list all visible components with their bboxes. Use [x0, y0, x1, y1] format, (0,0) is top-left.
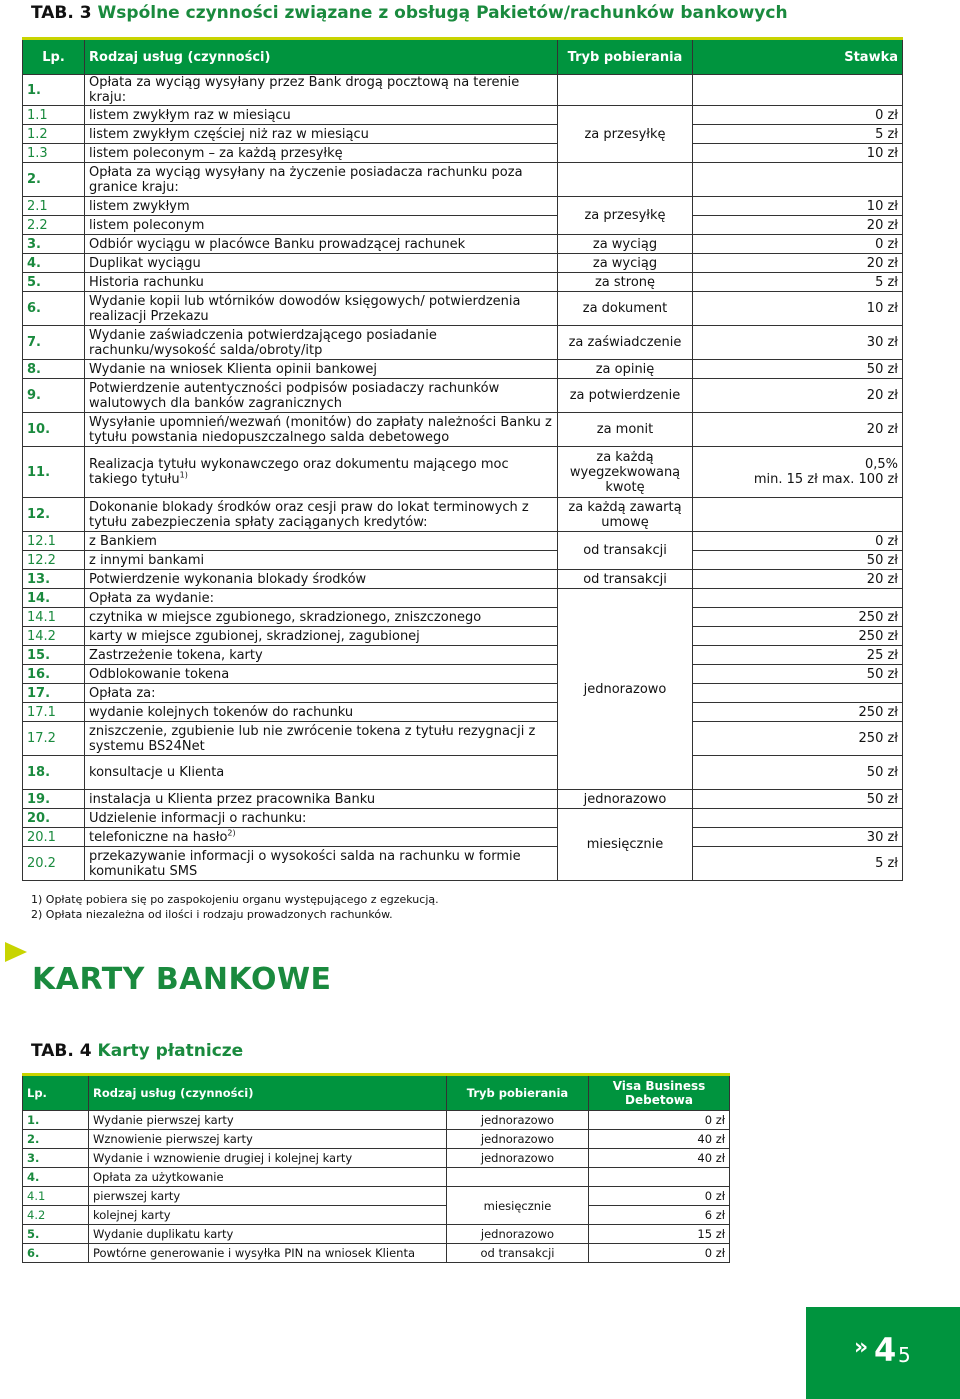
chevron-right-icon: »: [854, 1335, 869, 1360]
row-usluga: Opłata za wyciąg wysyłany przez Bank drogą pocztową na terenie kraju:: [85, 75, 558, 106]
row-usluga: Potwierdzenie wykonania blokady środków: [85, 570, 558, 589]
row-usluga: instalacja u Klienta przez pracownika Banku: [85, 790, 558, 809]
tab4-title: [31, 1041, 243, 1061]
row-lp: 17.1: [23, 703, 85, 722]
row-lp: 2.: [23, 163, 85, 197]
table-row: [23, 1225, 730, 1244]
row-tryb: za stronę: [558, 273, 693, 292]
row-stawka: 20 zł: [693, 570, 903, 589]
table-row: [23, 498, 903, 532]
row-lp: 17.: [23, 684, 85, 703]
row-lp: 14.: [23, 589, 85, 608]
table-row: [23, 532, 903, 551]
row-stawka: 30 zł: [693, 828, 903, 847]
row-usluga: listem poleconym – za każdą przesyłkę: [85, 144, 558, 163]
row-tryb: od transakcji: [558, 532, 693, 570]
page-number-box: [806, 1307, 960, 1399]
row-stawka: 10 zł: [693, 292, 903, 326]
row-lp: 4.2: [23, 1206, 89, 1225]
table-row: [23, 1206, 730, 1225]
row-usluga: Potwierdzenie autentyczności podpisów posiadaczy rachunków walutowych dla banków zagranicznych: [85, 379, 558, 413]
row-usluga: z Bankiem: [85, 532, 558, 551]
row-lp: 18.: [23, 756, 85, 790]
table-row: [23, 551, 903, 570]
row-lp: 6.: [23, 1244, 89, 1263]
row-usluga: listem poleconym: [85, 216, 558, 235]
tab3-label: TAB. 3: [31, 3, 92, 23]
table-row: [23, 589, 903, 608]
row-stawka: 40 zł: [589, 1130, 730, 1149]
row-lp: 10.: [23, 413, 85, 447]
row-tryb: za monit: [558, 413, 693, 447]
row-usluga: listem zwykłym: [85, 197, 558, 216]
row-usluga: Opłata za wyciąg wysyłany na życzenie posiadacza rachunku poza granice kraju:: [85, 163, 558, 197]
row-usluga: Wysyłanie upomnień/wezwań (monitów) do zapłaty należności Banku z tytułu powstania niedopuszczalnego salda debetowego: [85, 413, 558, 447]
row-usluga: Dokonanie blokady środków oraz cesji praw do lokat terminowych z tytułu zabezpieczenia spłaty zaciąganych kredytów:: [85, 498, 558, 532]
row-usluga: listem zwykłym raz w miesiącu: [85, 106, 558, 125]
row-stawka: 250 zł: [693, 608, 903, 627]
row-usluga: z innymi bankami: [85, 551, 558, 570]
row-usluga: listem zwykłym częściej niż raz w miesiącu: [85, 125, 558, 144]
row-stawka: [693, 163, 903, 197]
header-tryb: Tryb pobierania: [447, 1075, 589, 1111]
row-lp: 4.: [23, 254, 85, 273]
row-lp: 14.2: [23, 627, 85, 646]
row-stawka: [693, 498, 903, 532]
row-stawka: 20 zł: [693, 254, 903, 273]
row-stawka: 0 zł: [589, 1187, 730, 1206]
row-usluga: Historia rachunku: [85, 273, 558, 292]
table-row: [23, 1187, 730, 1206]
row-usluga: pierwszej karty: [89, 1187, 447, 1206]
footnote-2: 2) Opłata niezależna od ilości i rodzaju prowadzonych rachunków.: [31, 908, 393, 921]
row-usluga: Powtórne generowanie i wysyłka PIN na wniosek Klienta: [89, 1244, 447, 1263]
header-usluga: Rodzaj usług (czynności): [85, 39, 558, 75]
row-stawka: 30 zł: [693, 326, 903, 360]
row-lp: 12.: [23, 498, 85, 532]
row-usluga: [85, 828, 558, 847]
row-stawka: 20 zł: [693, 216, 903, 235]
row-tryb: jednorazowo: [447, 1225, 589, 1244]
table-row: [23, 447, 903, 498]
header-usluga: Rodzaj usług (czynności): [89, 1075, 447, 1111]
table-row: [23, 665, 903, 684]
row-stawka: [693, 75, 903, 106]
table-row: [23, 235, 903, 254]
table-row: [23, 292, 903, 326]
table-row: [23, 326, 903, 360]
row-stawka: 40 zł: [589, 1149, 730, 1168]
table-header-row: [23, 39, 903, 75]
row-lp: 1.3: [23, 144, 85, 163]
row-tryb: [558, 75, 693, 106]
table-row: [23, 570, 903, 589]
table-header-row: [23, 1075, 730, 1111]
row-stawka: 15 zł: [589, 1225, 730, 1244]
table-row: [23, 809, 903, 828]
row-usluga: Udzielenie informacji o rachunku:: [85, 809, 558, 828]
table-row: [23, 756, 903, 790]
section-arrow-icon: [5, 942, 27, 962]
table-row: [23, 703, 903, 722]
row-usluga: Duplikat wyciągu: [85, 254, 558, 273]
page-number: 4: [874, 1331, 897, 1369]
row-lp: 2.2: [23, 216, 85, 235]
row-stawka: 50 zł: [693, 790, 903, 809]
row-lp: 1.2: [23, 125, 85, 144]
row-tryb: jednorazowo: [447, 1149, 589, 1168]
row-stawka: 10 zł: [693, 197, 903, 216]
row-lp: 5.: [23, 273, 85, 292]
footnote-ref: 2): [227, 828, 236, 838]
section-title: KARTY BANKOWE: [32, 962, 332, 997]
row-lp: 19.: [23, 790, 85, 809]
row-stawka: 50 zł: [693, 360, 903, 379]
tab3-title-text: Wspólne czynności związane z obsługą Pakietów/rachunków bankowych: [97, 3, 788, 23]
row-tryb: od transakcji: [447, 1244, 589, 1263]
row-stawka: [693, 809, 903, 828]
table-row: [23, 1244, 730, 1263]
row-tryb: za wyciąg: [558, 254, 693, 273]
row-lp: 12.1: [23, 532, 85, 551]
row-stawka: 50 zł: [693, 551, 903, 570]
row-usluga-text: telefoniczne na hasło: [89, 829, 228, 845]
row-stawka: 20 zł: [693, 413, 903, 447]
table-row: [23, 1111, 730, 1130]
row-lp: 20.2: [23, 847, 85, 881]
header-tryb: Tryb pobierania: [558, 39, 693, 75]
row-lp: 7.: [23, 326, 85, 360]
row-lp: 12.2: [23, 551, 85, 570]
tab4-title-text: Karty płatnicze: [97, 1041, 244, 1061]
row-stawka: 50 zł: [693, 665, 903, 684]
row-stawka: [693, 589, 903, 608]
header-lp: Lp.: [23, 39, 85, 75]
row-usluga: Wydanie pierwszej karty: [89, 1111, 447, 1130]
row-usluga: czytnika w miejsce zgubionego, skradzionego, zniszczonego: [85, 608, 558, 627]
row-lp: 2.: [23, 1130, 89, 1149]
row-usluga: Wydanie i wznowienie drugiej i kolejnej karty: [89, 1149, 447, 1168]
row-tryb: za zaświadczenie: [558, 326, 693, 360]
table-row: [23, 125, 903, 144]
table-row: [23, 722, 903, 756]
row-lp: 13.: [23, 570, 85, 589]
table-row: [23, 197, 903, 216]
table-row: [23, 646, 903, 665]
row-tryb: miesięcznie: [447, 1187, 589, 1225]
row-lp: 15.: [23, 646, 85, 665]
footnotes: [31, 892, 439, 922]
row-tryb: jednorazowo: [558, 589, 693, 790]
row-lp: 20.1: [23, 828, 85, 847]
table-row: [23, 1130, 730, 1149]
row-stawka: 5 zł: [693, 273, 903, 292]
row-lp: 11.: [23, 447, 85, 498]
row-lp: 1.1: [23, 106, 85, 125]
row-stawka: 20 zł: [693, 379, 903, 413]
tab4-table: [22, 1073, 730, 1263]
row-stawka: 0 zł: [693, 106, 903, 125]
row-stawka: 10 zł: [693, 144, 903, 163]
row-lp: 4.: [23, 1168, 89, 1187]
row-lp: 17.2: [23, 722, 85, 756]
row-usluga: Opłata za wydanie:: [85, 589, 558, 608]
row-usluga: Wydanie zaświadczenia potwierdzającego posiadanie rachunku/wysokość salda/obroty/itp: [85, 326, 558, 360]
row-lp: 4.1: [23, 1187, 89, 1206]
row-stawka: 5 zł: [693, 125, 903, 144]
row-tryb: za przesyłkę: [558, 106, 693, 163]
row-usluga: Opłata za użytkowanie: [89, 1168, 447, 1187]
row-lp: 6.: [23, 292, 85, 326]
row-stawka: 0 zł: [589, 1111, 730, 1130]
table-row: [23, 1149, 730, 1168]
row-tryb: za dokument: [558, 292, 693, 326]
stawka-minmax: min. 15 zł max. 100 zł: [753, 472, 898, 487]
next-page-number: 5: [898, 1343, 911, 1367]
row-tryb: jednorazowo: [558, 790, 693, 809]
table-row: [23, 360, 903, 379]
row-stawka: 250 zł: [693, 722, 903, 756]
table-row: [23, 273, 903, 292]
table-row: [23, 413, 903, 447]
table-row: [23, 828, 903, 847]
row-tryb: za każdą wyegzekwowaną kwotę: [558, 447, 693, 498]
row-tryb: za każdą zawartą umowę: [558, 498, 693, 532]
row-tryb: jednorazowo: [447, 1111, 589, 1130]
row-usluga-text: Realizacja tytułu wykonawczego oraz dokumentu mającego moc takiego tytułu: [89, 457, 509, 487]
footnote-1: 1) Opłatę pobiera się po zaspokojeniu organu występującego z egzekucją.: [31, 893, 439, 906]
row-usluga: Wydanie na wniosek Klienta opinii bankowej: [85, 360, 558, 379]
row-usluga: Opłata za:: [85, 684, 558, 703]
row-usluga: Odblokowanie tokena: [85, 665, 558, 684]
row-stawka: [693, 447, 903, 498]
page-number-inner: [806, 1307, 960, 1399]
row-usluga: wydanie kolejnych tokenów do rachunku: [85, 703, 558, 722]
row-lp: 9.: [23, 379, 85, 413]
row-usluga: konsultacje u Klienta: [85, 756, 558, 790]
row-usluga: Zastrzeżenie tokena, karty: [85, 646, 558, 665]
row-stawka: 5 zł: [693, 847, 903, 881]
row-tryb: miesięcznie: [558, 809, 693, 881]
row-lp: 14.1: [23, 608, 85, 627]
tab3-table: [22, 37, 903, 881]
row-usluga: Wydanie duplikatu karty: [89, 1225, 447, 1244]
row-stawka: [693, 684, 903, 703]
row-tryb: od transakcji: [558, 570, 693, 589]
row-usluga: karty w miejsce zgubionej, skradzionej, zagubionej: [85, 627, 558, 646]
row-stawka: 0 zł: [693, 235, 903, 254]
table-row: [23, 379, 903, 413]
tab3-title: [31, 3, 788, 23]
row-lp: 20.: [23, 809, 85, 828]
table-row: [23, 106, 903, 125]
row-usluga: [85, 447, 558, 498]
row-usluga: Odbiór wyciągu w placówce Banku prowadzącej rachunek: [85, 235, 558, 254]
row-lp: 2.1: [23, 197, 85, 216]
row-stawka: 6 zł: [589, 1206, 730, 1225]
row-tryb: za opinię: [558, 360, 693, 379]
row-stawka: [589, 1168, 730, 1187]
header-stawka: Stawka: [693, 39, 903, 75]
footnote-ref: 1): [179, 470, 188, 480]
row-lp: 3.: [23, 235, 85, 254]
row-stawka: 0 zł: [589, 1244, 730, 1263]
row-stawka: 0 zł: [693, 532, 903, 551]
row-usluga: przekazywanie informacji o wysokości salda na rachunku w formie komunikatu SMS: [85, 847, 558, 881]
row-lp: 16.: [23, 665, 85, 684]
row-lp: 3.: [23, 1149, 89, 1168]
stawka-percent: 0,5%: [864, 457, 898, 472]
row-stawka: 50 zł: [693, 756, 903, 790]
row-tryb: za przesyłkę: [558, 197, 693, 235]
row-stawka: 250 zł: [693, 703, 903, 722]
row-lp: 1.: [23, 75, 85, 106]
row-tryb: za wyciąg: [558, 235, 693, 254]
row-usluga: zniszczenie, zgubienie lub nie zwrócenie tokena z tytułu rezygnacji z systemu BS24Net: [85, 722, 558, 756]
row-stawka: 25 zł: [693, 646, 903, 665]
table-row: [23, 163, 903, 197]
table-row: [23, 75, 903, 106]
row-lp: 5.: [23, 1225, 89, 1244]
row-lp: 8.: [23, 360, 85, 379]
row-tryb: za potwierdzenie: [558, 379, 693, 413]
row-stawka: 250 zł: [693, 627, 903, 646]
header-lp: Lp.: [23, 1075, 89, 1111]
table-row: [23, 684, 903, 703]
table-row: [23, 254, 903, 273]
table-row: [23, 1168, 730, 1187]
row-tryb: jednorazowo: [447, 1130, 589, 1149]
table-row: [23, 608, 903, 627]
tab4-label: TAB. 4: [31, 1041, 92, 1061]
row-tryb: [558, 163, 693, 197]
table-row: [23, 144, 903, 163]
row-usluga: Wznowienie pierwszej karty: [89, 1130, 447, 1149]
table-row: [23, 790, 903, 809]
row-tryb: [447, 1168, 589, 1187]
table-row: [23, 847, 903, 881]
row-usluga: Wydanie kopii lub wtórników dowodów księgowych/ potwierdzenia realizacji Przekazu: [85, 292, 558, 326]
table-row: [23, 627, 903, 646]
row-usluga: kolejnej karty: [89, 1206, 447, 1225]
header-visa: Visa Business Debetowa: [589, 1075, 730, 1111]
table-row: [23, 216, 903, 235]
row-lp: 1.: [23, 1111, 89, 1130]
